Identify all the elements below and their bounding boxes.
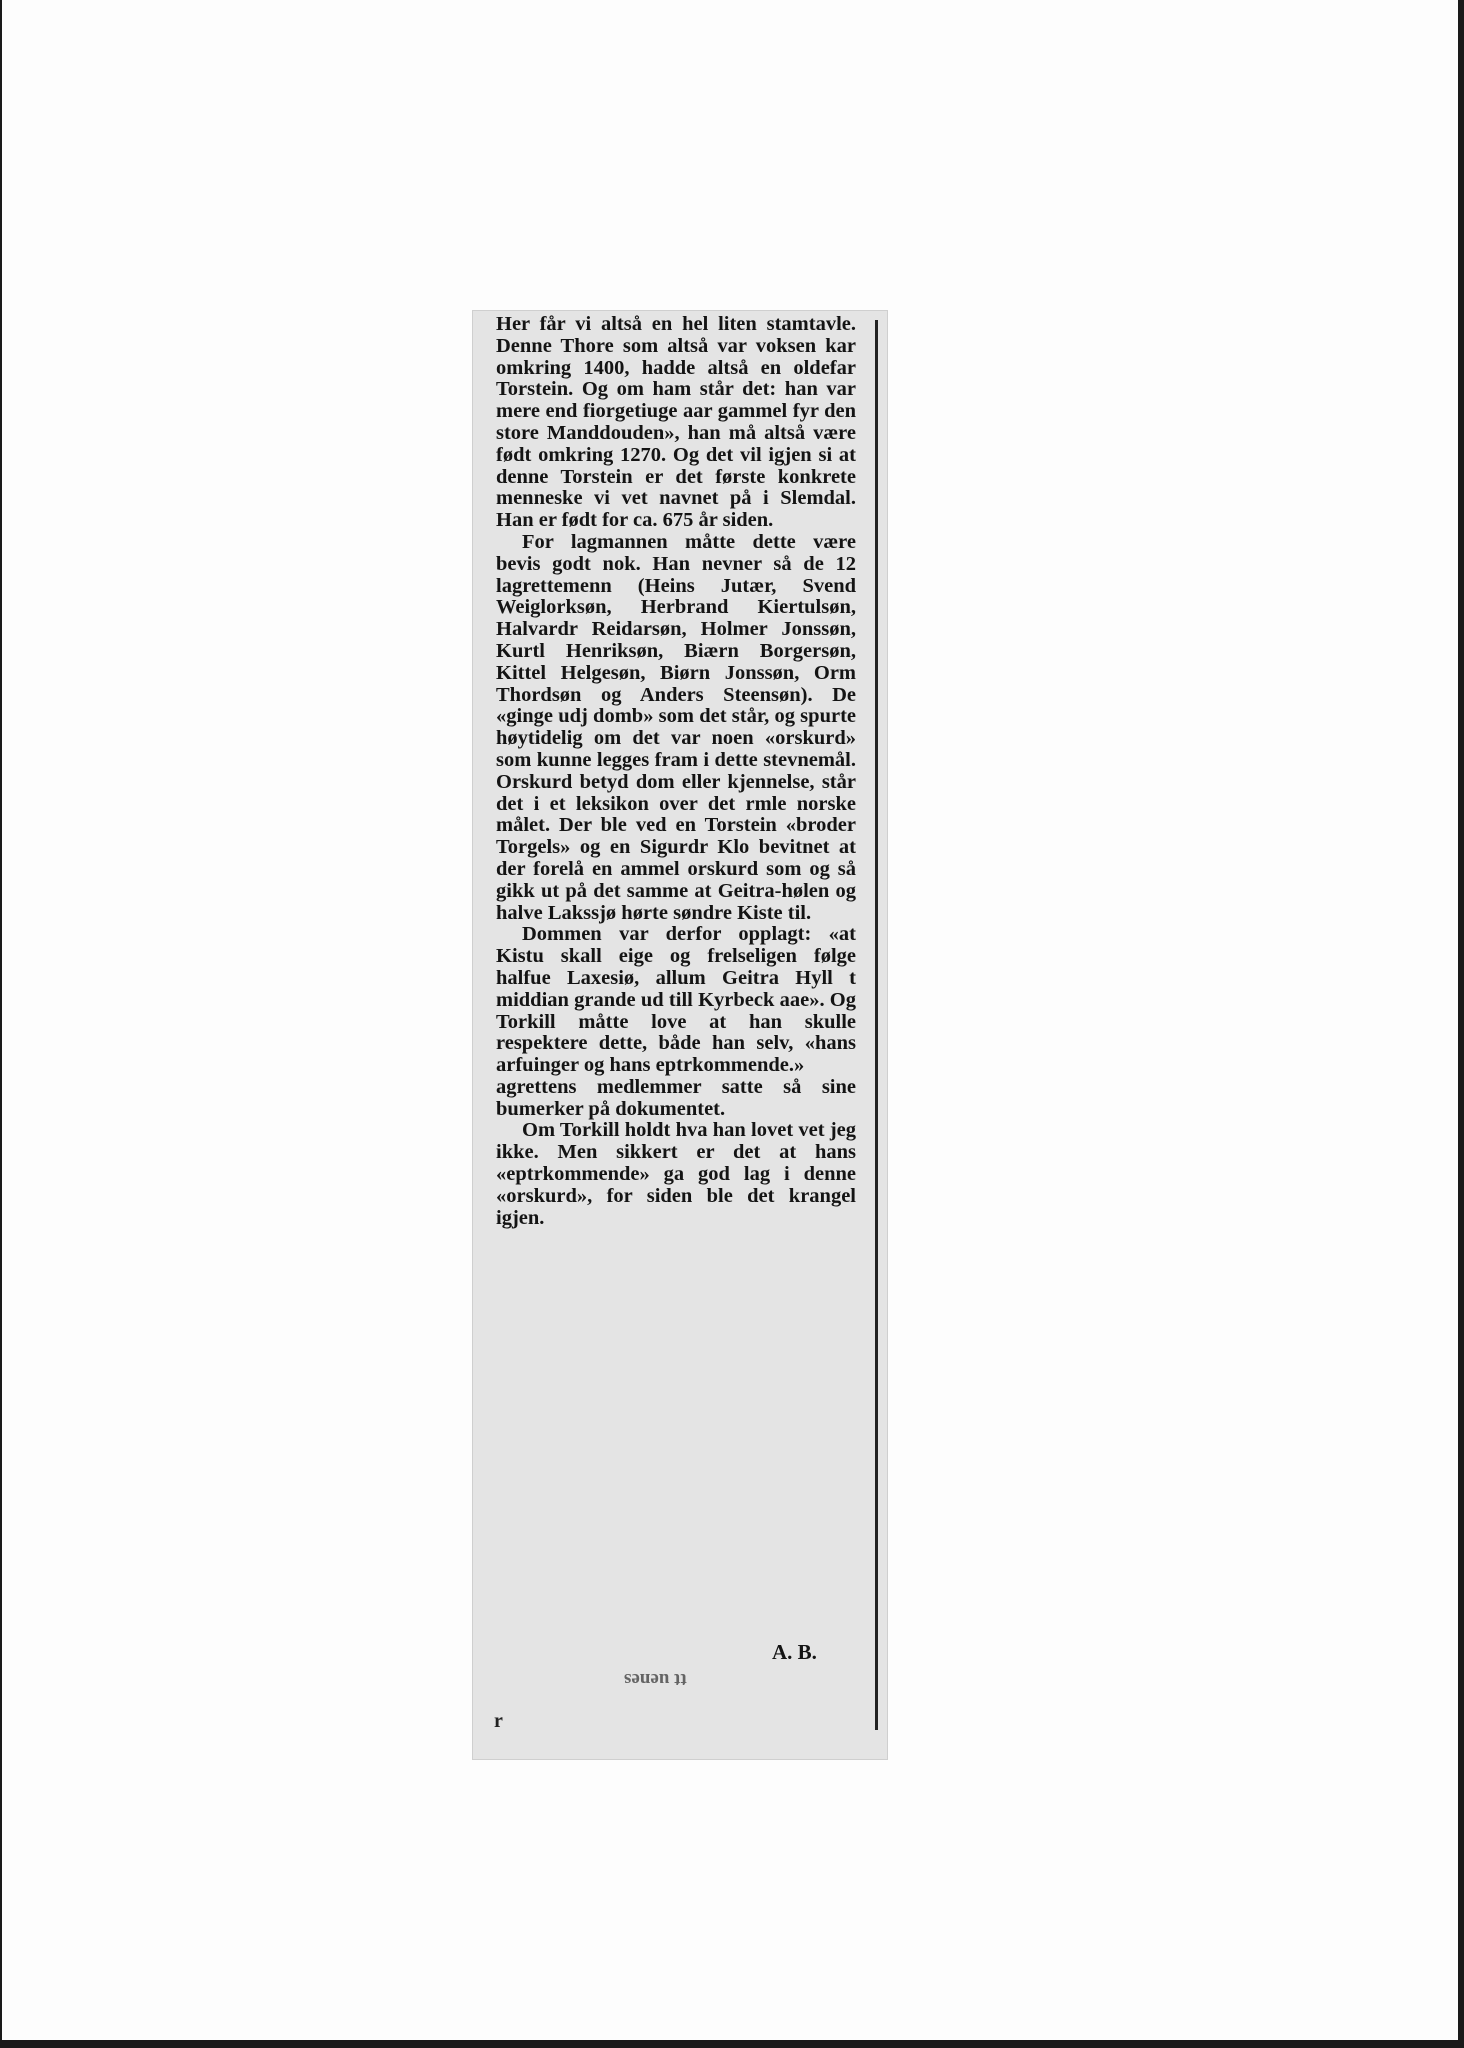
paragraph: Dommen var derfor opplagt: «at Kistu skall eige og frelseligen følge halfue Laxesiø, allum Geitra Hyll t middian grande ud till Kyrbeck aae». Og Torkill måtte love at han skulle respektere dette, både han selv, «hans arfuinger og hans eptrkommende.» [496,923,856,1077]
scanned-page [2,0,1458,2040]
paragraph: For lagmannen måtte dette være bevis godt nok. Han nevner så de 12 lagrettemenn (Heins Jutær, Svend Weiglorksøn, Herbrand Kiertulsøn, Halvardr Reidarsøn, Holmer Jonssøn, Kurtl Henriksøn, Biærn Borgersøn, Kittel Helgesøn, Biørn Jonssøn, Orm Thordsøn og Anders Steensøn). De «ginge udj domb» som det står, og spurte høytidelig om det var noen «orskurd» som kunne legges fram i dette stevnemål. Orskurd betyd dom eller kjennelse, står det i et leksikon over det rmle norske målet. Der ble ved en Torstein «broder Torgels» og en Sigurdr Klo bevitnet at der forelå en ammel orskurd som og så gikk ut på det samme at Geitra-hølen og halve Lakssjø hørte søndre Kiste til. [496,530,856,924]
article-text [496,314,856,1229]
author-signature: A. B. [772,1640,817,1664]
cut-off-text-fragment: r [494,1710,503,1732]
newspaper-clipping [472,310,888,1760]
paragraph: agrettens medlemmer satte så sine bumerker på dokumentet. [496,1075,856,1120]
paragraph: Her får vi altså en hel liten stamtavle. Denne Thore som altså var voksen kar omkring 1400, hadde altså en oldefar Torstein. Og om ham står det: han var mere end fiorgetiuge aar gammel fyr den store Manddouden», han må altså være født omkring 1270. Og det vil igjen si at denne Torstein er det første konkrete menneske vi vet navnet på i Slemdal. Han er født for ca. 675 år siden. [496,313,856,532]
paragraph: Om Torkill holdt hva han lovet vet jeg ikke. Men sikkert er det at hans «eptrkommende» ga god lag i denne «orskurd», for siden ble det krangel igjen. [496,1119,856,1229]
bleed-through-text: tt uenes [624,1669,687,1690]
